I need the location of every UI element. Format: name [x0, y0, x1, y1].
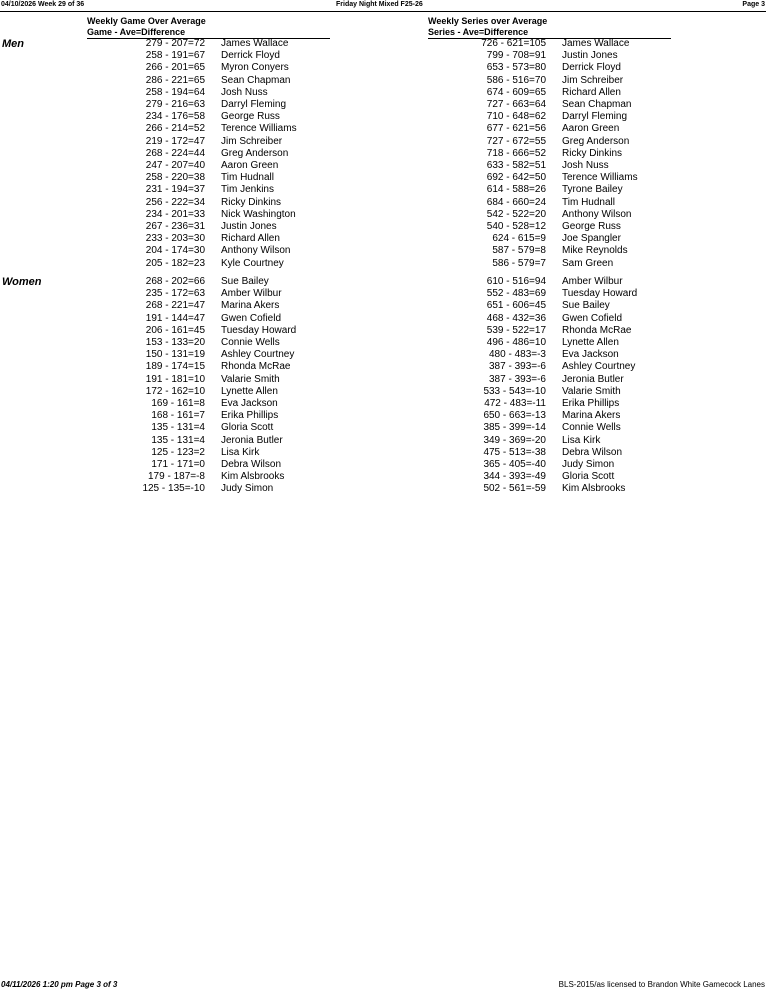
score-difference: 540 - 528=12	[486, 221, 546, 232]
list-item	[0, 398, 768, 410]
list-item	[0, 325, 768, 337]
report-header	[0, 0, 766, 12]
score-difference: 542 - 522=20	[486, 208, 546, 220]
score-difference: 552 - 483=69	[486, 288, 546, 300]
bowler-name: Ashley Courtney	[221, 349, 295, 361]
list-item	[0, 422, 768, 434]
score-difference: 586 - 579=7	[492, 257, 546, 269]
bowler-name: Marina Akers	[562, 410, 621, 422]
score-difference: 653 - 573=80	[486, 62, 546, 74]
bowler-name: Jeronia Butler	[221, 434, 283, 446]
bowler-name: Terence Williams	[562, 172, 638, 184]
bowler-name: Valarie Smith	[562, 385, 621, 397]
list-item	[0, 276, 768, 288]
bowler-name: Gloria Scott	[562, 471, 615, 483]
score-difference: 125 - 123=2	[151, 446, 205, 458]
league-name: Friday Night Mixed F25-26	[336, 1, 423, 8]
score-difference: 235 - 172=63	[145, 288, 205, 300]
score-difference: 472 - 483=-11	[484, 398, 546, 409]
bowler-name: James Wallace	[221, 38, 289, 49]
game-over-average-title: Weekly Game Over Average	[87, 16, 206, 26]
series-over-average-subtitle: Series - Ave=Difference	[428, 27, 671, 39]
score-difference: 150 - 131=19	[145, 349, 205, 361]
score-difference: 385 - 399=-14	[483, 422, 546, 434]
list-item	[0, 349, 768, 361]
bowler-name: Richard Allen	[562, 86, 621, 98]
score-difference: 674 - 609=65	[486, 86, 546, 98]
bowler-name: Kim Alsbrooks	[221, 471, 285, 483]
bowler-name: Tyrone Bailey	[562, 184, 623, 196]
list-item	[0, 62, 768, 74]
score-difference: 684 - 660=24	[486, 196, 546, 208]
bowler-name: Rhonda McRae	[562, 324, 632, 336]
score-difference: 256 - 222=34	[145, 196, 205, 208]
score-difference: 651 - 606=45	[486, 300, 546, 312]
page-label: Page 3	[742, 1, 765, 8]
score-difference: 480 - 483=-3	[489, 349, 546, 361]
score-difference: 189 - 174=15	[145, 361, 205, 373]
score-difference: 533 - 543=-10	[483, 385, 546, 397]
list-item	[0, 197, 768, 209]
list-item	[0, 374, 768, 386]
score-difference: 387 - 393=-6	[489, 373, 546, 385]
list-item	[0, 313, 768, 325]
list-item	[0, 123, 768, 135]
bowler-name: Lisa Kirk	[562, 434, 601, 446]
bowler-name: Greg Anderson	[562, 135, 630, 147]
bowler-name: Josh Nuss	[562, 160, 609, 171]
score-difference: 677 - 621=56	[486, 123, 546, 135]
list-item	[0, 99, 768, 111]
score-difference: 279 - 207=72	[145, 38, 205, 49]
bowler-name: Eva Jackson	[562, 349, 619, 361]
game-over-average-subtitle: Game - Ave=Difference	[87, 27, 330, 39]
score-difference: 587 - 579=8	[492, 245, 546, 257]
bowler-name: Tuesday Howard	[562, 288, 638, 300]
score-difference: 586 - 516=70	[486, 74, 546, 86]
score-difference: 219 - 172=47	[145, 135, 205, 147]
bowler-name: Justin Jones	[221, 221, 277, 232]
bowler-name: Connie Wells	[221, 337, 280, 348]
bowler-name: Judy Simon	[221, 483, 274, 495]
bowler-name: Tim Hudnall	[562, 196, 615, 208]
bowler-name: Lynette Allen	[221, 385, 278, 397]
list-item	[0, 258, 768, 270]
bowler-name: Anthony Wilson	[562, 208, 632, 220]
list-item	[0, 386, 768, 398]
score-difference: 258 - 220=38	[145, 172, 205, 184]
score-difference: 258 - 194=64	[145, 86, 205, 98]
list-item	[0, 160, 768, 172]
bowler-name: Debra Wilson	[562, 446, 623, 458]
bowler-name: George Russ	[221, 111, 280, 123]
bowler-name: Myron Conyers	[221, 62, 289, 74]
bowler-name: Marina Akers	[221, 300, 280, 312]
list-item	[0, 172, 768, 184]
score-difference: 279 - 216=63	[145, 99, 205, 110]
list-item	[0, 221, 768, 233]
list-item	[0, 483, 768, 495]
bowler-name: Tim Jenkins	[221, 184, 274, 196]
score-difference: 502 - 561=-59	[483, 483, 546, 495]
list-item	[0, 245, 768, 257]
bowler-name: Jim Schreiber	[562, 74, 624, 86]
list-item	[0, 50, 768, 62]
score-difference: 727 - 663=64	[486, 99, 546, 110]
list-item	[0, 361, 768, 373]
bowler-name: Debra Wilson	[221, 459, 282, 470]
bowler-name: Sean Chapman	[562, 99, 632, 110]
score-difference: 206 - 161=45	[145, 324, 205, 336]
bowler-name: Kim Alsbrooks	[562, 483, 626, 495]
score-difference: 692 - 642=50	[486, 172, 546, 184]
print-timestamp: 04/11/2026 1:20 pm Page 3 of 3	[1, 980, 118, 989]
list-item	[0, 410, 768, 422]
bowler-name: Valarie Smith	[221, 373, 280, 385]
bowler-name: Terence Williams	[221, 123, 297, 135]
bowler-name: Mike Reynolds	[562, 245, 628, 257]
list-item	[0, 447, 768, 459]
score-difference: 268 - 221=47	[145, 300, 205, 312]
bowler-name: Sue Bailey	[562, 300, 610, 312]
bowler-name: Sean Chapman	[221, 74, 291, 86]
list-item	[0, 75, 768, 87]
score-difference: 718 - 666=52	[486, 147, 546, 159]
bowler-name: Josh Nuss	[221, 86, 268, 98]
score-difference: 267 - 236=31	[145, 221, 205, 232]
bowler-name: Amber Wilbur	[562, 276, 623, 287]
list-item	[0, 288, 768, 300]
bowler-name: Amber Wilbur	[221, 288, 282, 300]
score-difference: 169 - 161=8	[151, 398, 205, 409]
score-difference: 191 - 181=10	[145, 373, 205, 385]
score-difference: 727 - 672=55	[486, 135, 546, 147]
bowler-name: Judy Simon	[562, 459, 615, 470]
bowler-name: Eva Jackson	[221, 398, 278, 409]
score-difference: 247 - 207=40	[145, 160, 205, 171]
list-item	[0, 148, 768, 160]
bowler-name: Derrick Floyd	[221, 50, 280, 62]
score-difference: 539 - 522=17	[486, 324, 546, 336]
bowler-name: Gwen Cofield	[221, 312, 282, 324]
bowler-name: Lynette Allen	[562, 337, 619, 348]
score-difference: 172 - 162=10	[145, 385, 205, 397]
list-item	[0, 233, 768, 245]
bowler-name: Tuesday Howard	[221, 324, 297, 336]
score-difference: 234 - 201=33	[145, 208, 205, 220]
list-item	[0, 209, 768, 221]
score-difference: 286 - 221=65	[145, 74, 205, 86]
bowler-name: Tim Hudnall	[221, 172, 274, 184]
list-item	[0, 87, 768, 99]
score-difference: 204 - 174=30	[145, 245, 205, 257]
score-difference: 268 - 224=44	[145, 147, 205, 159]
bowler-name: Derrick Floyd	[562, 62, 621, 74]
bowler-name: Anthony Wilson	[221, 245, 291, 257]
bowler-name: Darryl Fleming	[221, 99, 287, 110]
score-difference: 268 - 202=66	[145, 276, 205, 287]
list-item	[0, 111, 768, 123]
bowler-name: Ricky Dinkins	[221, 196, 282, 208]
score-difference: 475 - 513=-38	[483, 446, 546, 458]
bowler-name: Aaron Green	[221, 160, 279, 171]
bowler-name: Ricky Dinkins	[562, 147, 623, 159]
bowler-name: Sam Green	[562, 257, 614, 269]
report-date-week: 04/10/2026 Week 29 of 36	[1, 1, 85, 8]
score-difference: 633 - 582=51	[486, 160, 546, 171]
list-item	[0, 184, 768, 196]
list-item	[0, 337, 768, 349]
bowler-name: Ashley Courtney	[562, 361, 636, 373]
men-section-label: Men	[2, 38, 24, 50]
bowler-name: Greg Anderson	[221, 147, 289, 159]
bowler-name: George Russ	[562, 221, 621, 232]
list-item	[0, 459, 768, 471]
list-item	[0, 300, 768, 312]
score-difference: 135 - 131=4	[151, 434, 205, 446]
score-difference: 266 - 201=65	[145, 62, 205, 74]
bowler-name: James Wallace	[562, 38, 630, 49]
score-difference: 191 - 144=47	[145, 312, 205, 324]
bowler-name: Aaron Green	[562, 123, 620, 135]
score-difference: 125 - 135=-10	[142, 483, 205, 495]
bowler-name: Darryl Fleming	[562, 111, 628, 123]
score-difference: 614 - 588=26	[486, 184, 546, 196]
score-difference: 387 - 393=-6	[489, 361, 546, 373]
score-difference: 266 - 214=52	[145, 123, 205, 135]
score-difference: 153 - 133=20	[145, 337, 205, 348]
score-difference: 365 - 405=-40	[483, 459, 546, 470]
list-item	[0, 471, 768, 483]
score-difference: 233 - 203=30	[145, 233, 205, 245]
score-difference: 231 - 194=37	[145, 184, 205, 196]
score-difference: 179 - 187=-8	[148, 471, 205, 483]
score-difference: 496 - 486=10	[486, 337, 546, 348]
bowler-name: Jeronia Butler	[562, 373, 624, 385]
bowler-name: Jim Schreiber	[221, 135, 283, 147]
bowler-name: Connie Wells	[562, 422, 621, 434]
bowler-name: Justin Jones	[562, 50, 618, 62]
score-difference: 650 - 663=-13	[483, 410, 546, 422]
bowler-name: Nick Washington	[221, 208, 296, 220]
list-item	[0, 38, 768, 50]
bowler-name: Kyle Courtney	[221, 257, 284, 269]
bowler-name: Lisa Kirk	[221, 446, 260, 458]
score-difference: 710 - 648=62	[486, 111, 546, 123]
bowler-name: Erika Phillips	[221, 410, 279, 422]
score-difference: 171 - 171=0	[151, 459, 205, 470]
bowler-name: Gwen Cofield	[562, 312, 623, 324]
bowler-name: Joe Spangler	[562, 233, 621, 245]
series-over-average-title: Weekly Series over Average	[428, 16, 548, 26]
score-difference: 344 - 393=-49	[483, 471, 546, 483]
list-item	[0, 136, 768, 148]
score-difference: 799 - 708=91	[486, 50, 546, 62]
score-difference: 168 - 161=7	[151, 410, 205, 422]
score-difference: 135 - 131=4	[151, 422, 205, 434]
score-difference: 234 - 176=58	[145, 111, 205, 123]
women-section-label: Women	[2, 276, 42, 288]
bowler-name: Gloria Scott	[221, 422, 274, 434]
bowler-name: Sue Bailey	[221, 276, 269, 287]
list-item	[0, 435, 768, 447]
license-info: BLS-2015/as licensed to Brandon White Gamecock Lanes	[558, 980, 765, 989]
bowler-name: Erika Phillips	[562, 398, 620, 409]
score-difference: 726 - 621=105	[481, 38, 546, 49]
score-difference: 258 - 191=67	[145, 50, 205, 62]
score-difference: 610 - 516=94	[486, 276, 546, 287]
score-difference: 205 - 182=23	[145, 257, 205, 269]
score-difference: 349 - 369=-20	[483, 434, 546, 446]
bowler-name: Rhonda McRae	[221, 361, 291, 373]
score-difference: 468 - 432=36	[486, 312, 546, 324]
bowler-name: Richard Allen	[221, 233, 280, 245]
score-difference: 624 - 615=9	[492, 233, 546, 245]
